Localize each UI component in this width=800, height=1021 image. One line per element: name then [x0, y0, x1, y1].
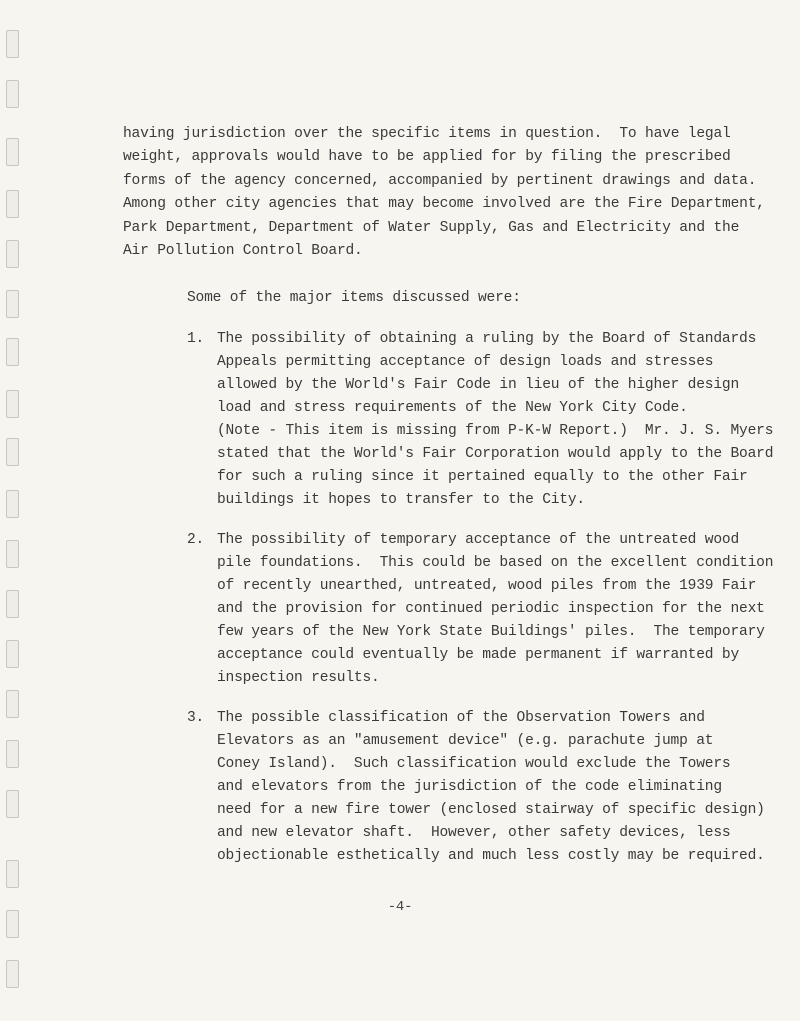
- item-line: acceptance could eventually be made permanent if warranted by: [217, 647, 740, 663]
- binding-hole: [6, 190, 19, 218]
- binding-hole: [6, 690, 19, 718]
- binding-hole: [6, 790, 19, 818]
- paragraph-line: forms of the agency concerned, accompanied by pertinent drawings and data.: [123, 172, 757, 189]
- paragraph-line: Air Pollution Control Board.: [123, 243, 363, 259]
- item-line: and the provision for continued periodic inspection for the next: [217, 601, 765, 617]
- item-number: 3.: [187, 710, 205, 726]
- item-line: objectionable esthetically and much less costly may be required.: [217, 848, 765, 864]
- binding-hole: [6, 590, 19, 618]
- binding-hole: [6, 240, 19, 268]
- binding-hole: [6, 438, 19, 466]
- item-line: (Note - This item is missing from P-K-W Report.) Mr. J. S. Myers: [217, 423, 774, 439]
- item-line: load and stress requirements of the New York City Code.: [217, 400, 688, 416]
- binding-hole: [6, 740, 19, 768]
- item-number: 2.: [187, 532, 205, 548]
- item-line: The possibility of obtaining a ruling by the Board of Standards: [217, 331, 757, 347]
- binding-hole: [6, 390, 19, 418]
- intro-line: Some of the major items discussed were:: [187, 290, 521, 306]
- item-line: of recently unearthed, untreated, wood piles from the 1939 Fair: [217, 578, 757, 594]
- item-line: and new elevator shaft. However, other safety devices, less: [217, 825, 731, 841]
- item-line: Elevators as an "amusement device" (e.g. parachute jump at: [217, 733, 714, 749]
- item-line: The possibility of temporary acceptance of the untreated wood: [217, 532, 740, 548]
- item-line: Appeals permitting acceptance of design loads and stresses: [217, 354, 714, 370]
- binding-hole: [6, 290, 19, 318]
- item-line: few years of the New York State Buildings' piles. The temporary: [217, 624, 765, 640]
- binding-hole: [6, 490, 19, 518]
- binding-hole: [6, 640, 19, 668]
- paragraph-line: Park Department, Department of Water Supply, Gas and Electricity and the: [123, 219, 740, 236]
- item-line: for such a ruling since it pertained equally to the other Fair: [217, 469, 748, 485]
- binding-hole: [6, 138, 19, 166]
- paragraph-line: having jurisdiction over the specific items in question. To have legal: [123, 126, 731, 142]
- item-line: inspection results.: [217, 670, 380, 686]
- binding-hole: [6, 960, 19, 988]
- item-line: pile foundations. This could be based on the excellent condition: [217, 555, 774, 571]
- item-line: Coney Island). Such classification would exclude the Towers: [217, 756, 731, 772]
- paragraph-line: Among other city agencies that may become involved are the Fire Department,: [123, 196, 765, 213]
- binding-hole: [6, 80, 19, 108]
- binding-hole: [6, 30, 19, 58]
- item-line: need for a new fire tower (enclosed stairway of specific design): [217, 802, 765, 818]
- item-line: buildings it hopes to transfer to the City.: [217, 492, 585, 508]
- item-number: 1.: [187, 331, 205, 347]
- item-line: The possible classification of the Observation Towers and: [217, 710, 705, 726]
- item-line: and elevators from the jurisdiction of the code eliminating: [217, 779, 722, 795]
- binding-hole: [6, 338, 19, 366]
- binding-hole: [6, 860, 19, 888]
- paragraph-line: weight, approvals would have to be applied for by filing the prescribed: [123, 149, 731, 166]
- binding-hole: [6, 540, 19, 568]
- page-number: -4-: [387, 899, 413, 915]
- item-line: allowed by the World's Fair Code in lieu of the higher design: [217, 377, 740, 393]
- binding-holes: [0, 0, 26, 1021]
- item-line: stated that the World's Fair Corporation would apply to the Board: [217, 446, 774, 462]
